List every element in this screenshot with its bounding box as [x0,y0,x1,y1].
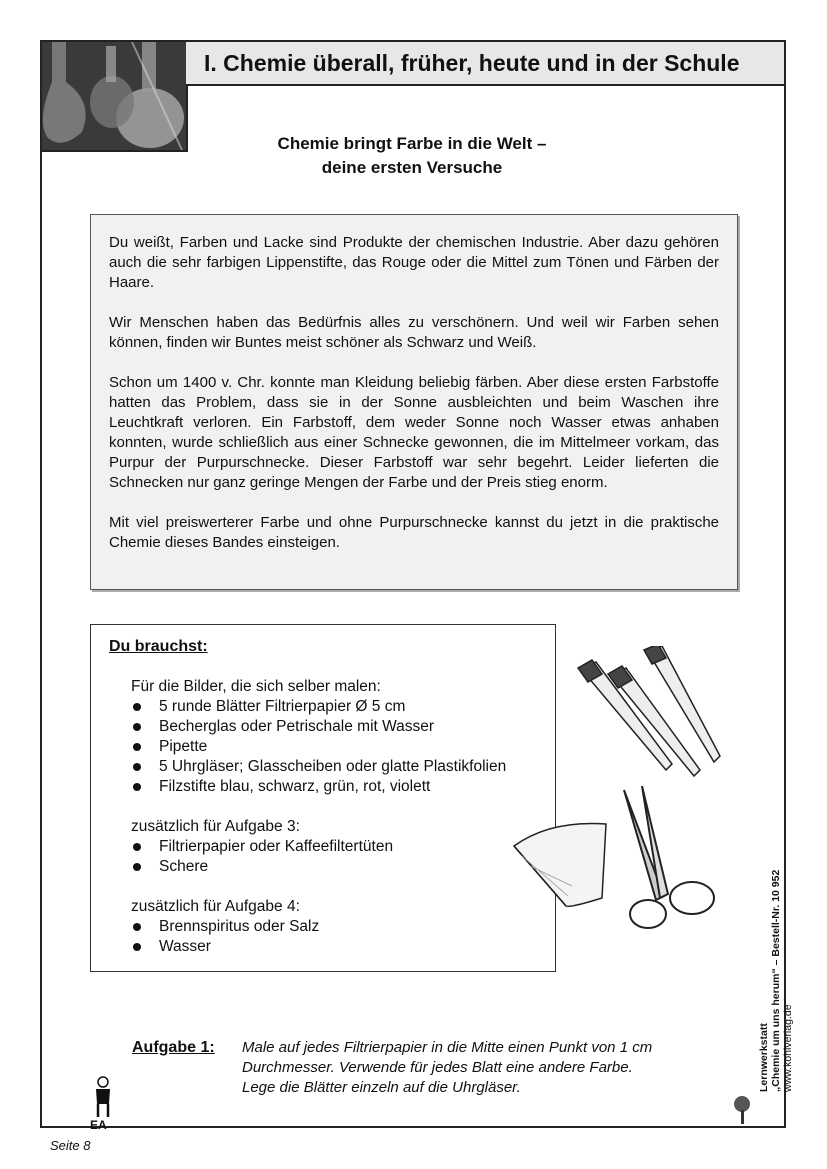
worksheet-title-line-1: Chemie bringt Farbe in die Welt – [277,134,547,153]
materials-group-title: zusätzlich für Aufgabe 4: [131,898,300,915]
chapter-title: I. Chemie überall, früher, heute und in der Schule [204,49,740,76]
list-item: Becherglas oder Petrischale mit Wasser [131,717,537,737]
list-item: Pipette [131,737,537,757]
tree-logo-icon [732,1092,758,1126]
intro-paragraph: Wir Menschen haben das Bedürfnis alles zu verschönern. Und weil wir Farben sehen können, finden wir Buntes meist schöner als Schwarz und Weiß. [109,314,719,351]
lab-glassware-photo [42,42,188,152]
series-name: Lernwerkstatt [758,1023,770,1092]
task-text-line: Lege die Blätter einzeln auf die Uhrgläser. [242,1079,521,1096]
list-item: Schere [131,857,537,877]
list-item: Filzstifte blau, schwarz, grün, rot, violett [131,777,537,797]
materials-group [131,817,537,877]
materials-group [131,677,537,797]
worksheet-title-line-2: deine ersten Versuche [321,158,503,177]
materials-group-title: Für die Bilder, die sich selber malen: [131,678,381,695]
chapter-title-bar [186,42,784,86]
publisher-sidebar [758,870,794,1092]
intro-paragraph: Du weißt, Farben und Lacke sind Produkte der chemischen Industrie. Aber dazu gehören auch die sehr farbigen Lippenstifte, das Rouge oder die Mittel zum Tönen und Färben der Haare. [109,234,719,291]
materials-group-title: zusätzlich für Aufgabe 3: [131,818,300,835]
page-number: Seite 8 [50,1138,91,1153]
task-label: Aufgabe 1: [132,1039,215,1056]
coffee-filter-illustration [510,816,612,912]
intro-paragraph: Schon um 1400 v. Chr. konnte man Kleidung beliebig färben. Aber diese ersten Farbstoffe hatten das Problem, dass sie in der Sonne ausbleichten und beim Waschen ihre Leuchtkraft verloren. Ein Farbstoff, dem weder Sonne noch Wasser etwas anhaben konnten, wurde schließlich aus einer Schnecke gewonnen, die im Mittelmeer vorkam, das Purpur der Purpurschnecke. Dieser Farbstoff war sehr begehrt. Leider lieferten die Schnecken nur ganz geringe Mengen der Farbe und der Preis stieg enorm. [109,374,719,491]
task-text-line: Male auf jedes Filtrierpapier in die Mitte einen Punkt von 1 cm [242,1039,653,1056]
materials-heading: Du brauchst: [109,638,208,655]
materials-group [131,897,537,957]
publisher-url: www.kohlverlag.de [782,1004,794,1092]
publisher-logo [732,1092,758,1126]
product-title: „Chemie um uns herum“ – Bestell-Nr. 10 952 [770,869,782,1092]
task-text [242,1038,722,1098]
list-item: Filtrierpapier oder Kaffeefiltertüten [131,837,537,857]
task-text-line: Durchmesser. Verwende für jedes Blatt eine andere Farbe. [242,1059,633,1076]
work-mode-badge [90,1076,114,1132]
student-figure-icon [92,1076,114,1118]
list-item: 5 Uhrgläser; Glasscheiben oder glatte Plastikfolien [131,757,537,777]
page-frame [40,40,794,1132]
worksheet-title [232,132,592,180]
intro-textbox [90,214,738,590]
list-item: Wasser [131,937,537,957]
work-mode-label: EA [90,1118,107,1132]
scissors-illustration [610,786,720,936]
list-item: Brennspiritus oder Salz [131,917,537,937]
materials-box [90,624,556,972]
list-item: 5 runde Blätter Filtrierpapier Ø 5 cm [131,697,537,717]
intro-paragraph: Mit viel preiswerterer Farbe und ohne Purpurschnecke kannst du jetzt in die praktische Chemie dieses Bandes einsteigen. [109,514,719,551]
felt-pens-illustration [576,646,726,786]
